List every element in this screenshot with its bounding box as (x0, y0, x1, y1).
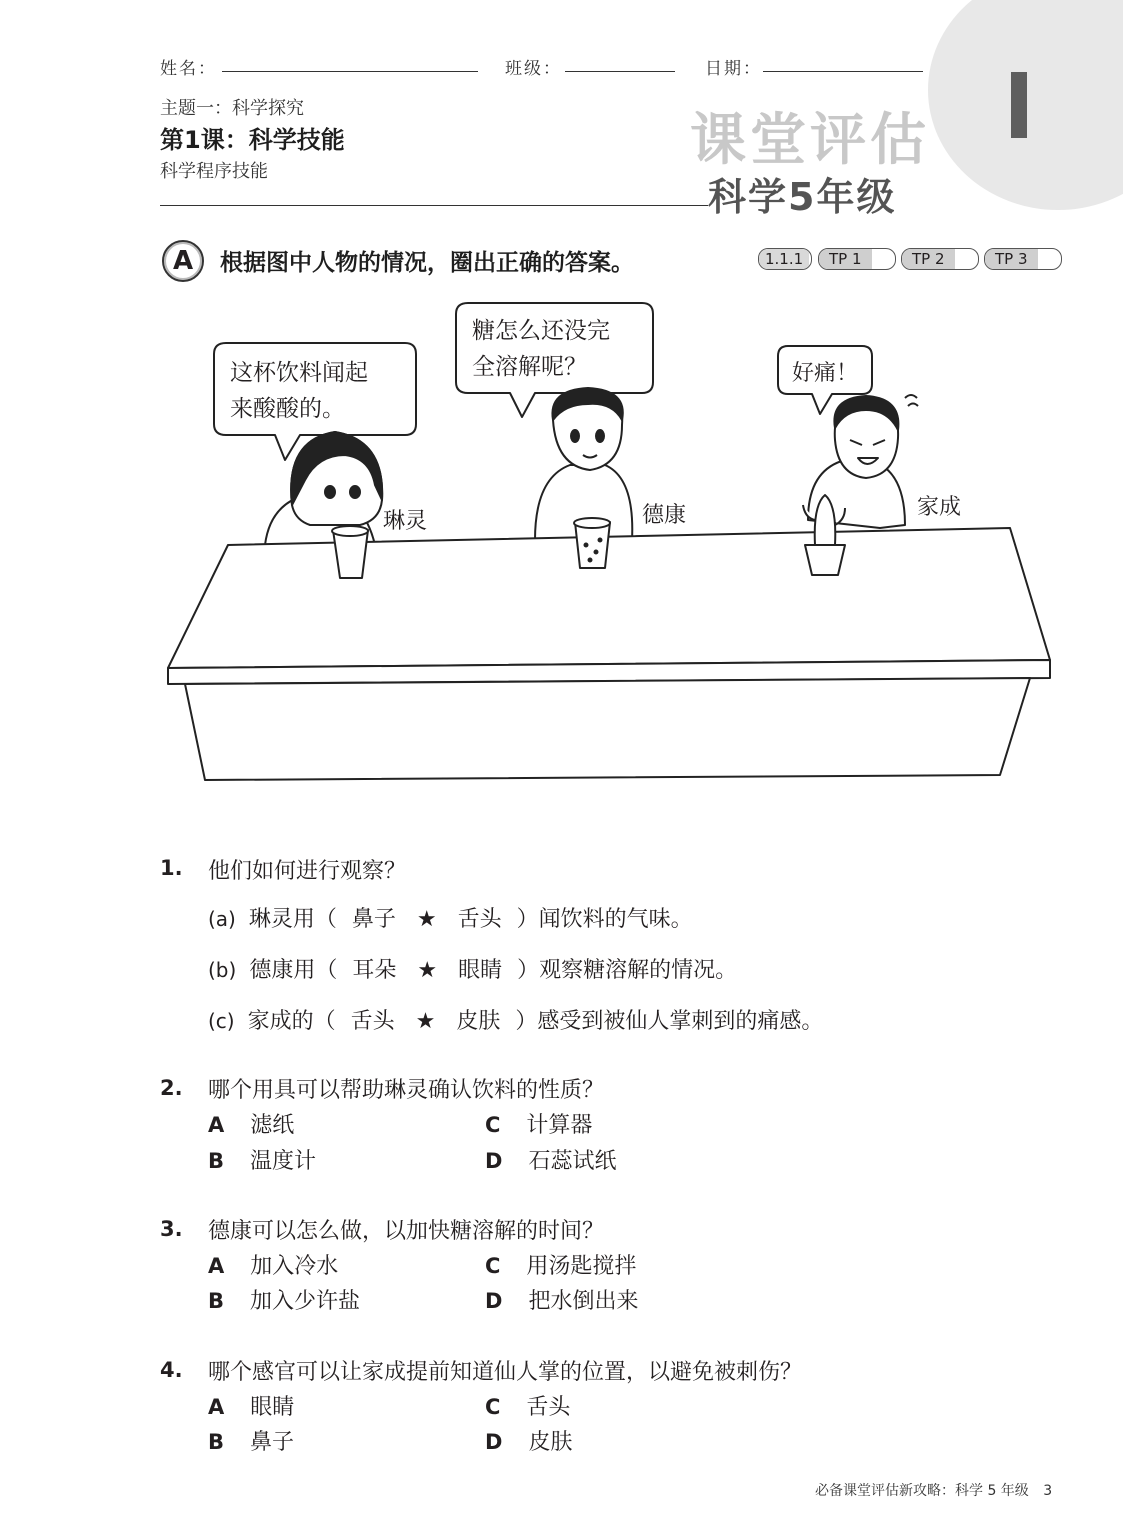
q3-option-b[interactable]: B 加入少许盐 (208, 1289, 361, 1314)
assessment-title: 课堂评估 (690, 108, 930, 173)
question-4-number: 4. (160, 1358, 183, 1382)
tag-tp1: TP 1 (818, 248, 896, 270)
choice-eye[interactable]: 眼睛 (458, 958, 503, 983)
q2-option-a[interactable]: A 滤纸 (208, 1113, 295, 1138)
lesson-subtitle: 科学程序技能 (160, 161, 268, 182)
q2-option-d[interactable]: D 石蕊试纸 (485, 1149, 617, 1174)
q3-option-c[interactable]: C 用汤匙搅拌 (485, 1254, 637, 1279)
grade-title: 科学5年级 (708, 175, 897, 219)
name-label-dekang: 德康 (642, 503, 687, 528)
name-label-linling: 琳灵 (383, 509, 428, 534)
q4-option-c[interactable]: C 舌头 (485, 1395, 571, 1420)
name-label-jiacheng: 家成 (917, 495, 962, 520)
question-1c: (c) 家成的（ 舌头 ★ 皮肤 ）感受到被仙人掌刺到的痛感。 (208, 1009, 824, 1034)
name-label: 姓名： (160, 59, 217, 79)
footer (815, 1480, 1052, 1500)
tag-tp2: TP 2 (901, 248, 979, 270)
q3-option-d[interactable]: D 把水倒出来 (485, 1289, 639, 1314)
star-separator: ★ (415, 1009, 436, 1034)
bubble-text-linling: 这杯饮料闻起 来酸酸的。 (230, 360, 368, 422)
section-letter-badge: A (162, 240, 204, 282)
q4-option-b[interactable]: B 鼻子 (208, 1430, 295, 1455)
question-2-text: 哪个用具可以帮助琳灵确认饮料的性质？ (208, 1078, 605, 1103)
section-instruction: 根据图中人物的情况，圈出正确的答案。 (220, 250, 634, 276)
choice-skin[interactable]: 皮肤 (456, 1009, 501, 1034)
lesson-title: 第1课：科学技能 (160, 126, 345, 154)
q3-option-a[interactable]: A 加入冷水 (208, 1254, 339, 1279)
star-separator: ★ (416, 907, 437, 932)
q2-option-b[interactable]: B 温度计 (208, 1149, 317, 1174)
choice-nose[interactable]: 鼻子 (351, 907, 396, 932)
question-3-number: 3. (160, 1217, 183, 1241)
q4-option-a[interactable]: A 眼睛 (208, 1395, 295, 1420)
footer-book-title: 必备课堂评估新攻略：科学 5 年级 (815, 1483, 1029, 1499)
sugar-water-cup (574, 518, 610, 568)
question-3-text: 德康可以怎么做，以加快糖溶解的时间？ (208, 1219, 605, 1244)
choice-tongue[interactable]: 舌头 (350, 1009, 395, 1034)
bubble-text-dekang: 糖怎么还没完 全溶解呢？ (472, 318, 610, 380)
q4-option-d[interactable]: D 皮肤 (485, 1430, 573, 1455)
question-1-text: 他们如何进行观察？ (208, 859, 407, 884)
bubble-text-jiacheng: 好痛！ (792, 361, 859, 386)
question-1a: (a) 琳灵用（ 鼻子 ★ 舌头 ）闻饮料的气味。 (208, 907, 693, 932)
question-1b: (b) 德康用（ 耳朵 ★ 眼睛 ）观察糖溶解的情况。 (208, 958, 738, 983)
date-label: 日期： (705, 59, 762, 79)
page-number: 3 (1043, 1483, 1053, 1499)
q2-option-c[interactable]: C 计算器 (485, 1113, 593, 1138)
question-4-text: 哪个感官可以让家成提前知道仙人掌的位置，以避免被刺伤？ (208, 1360, 803, 1385)
theme-title: 主题一：科学探究 (160, 98, 304, 119)
star-separator: ★ (417, 958, 438, 983)
class-label: 班级： (505, 59, 562, 79)
choice-ear[interactable]: 耳朵 (352, 958, 397, 983)
lab-table (168, 528, 1050, 780)
boy-dekang (535, 388, 632, 540)
tag-tp3: TP 3 (984, 248, 1062, 270)
tag-standard: 1.1.1 (758, 248, 812, 270)
choice-tongue[interactable]: 舌头 (457, 907, 502, 932)
question-1-number: 1. (160, 856, 183, 880)
question-2-number: 2. (160, 1076, 183, 1100)
